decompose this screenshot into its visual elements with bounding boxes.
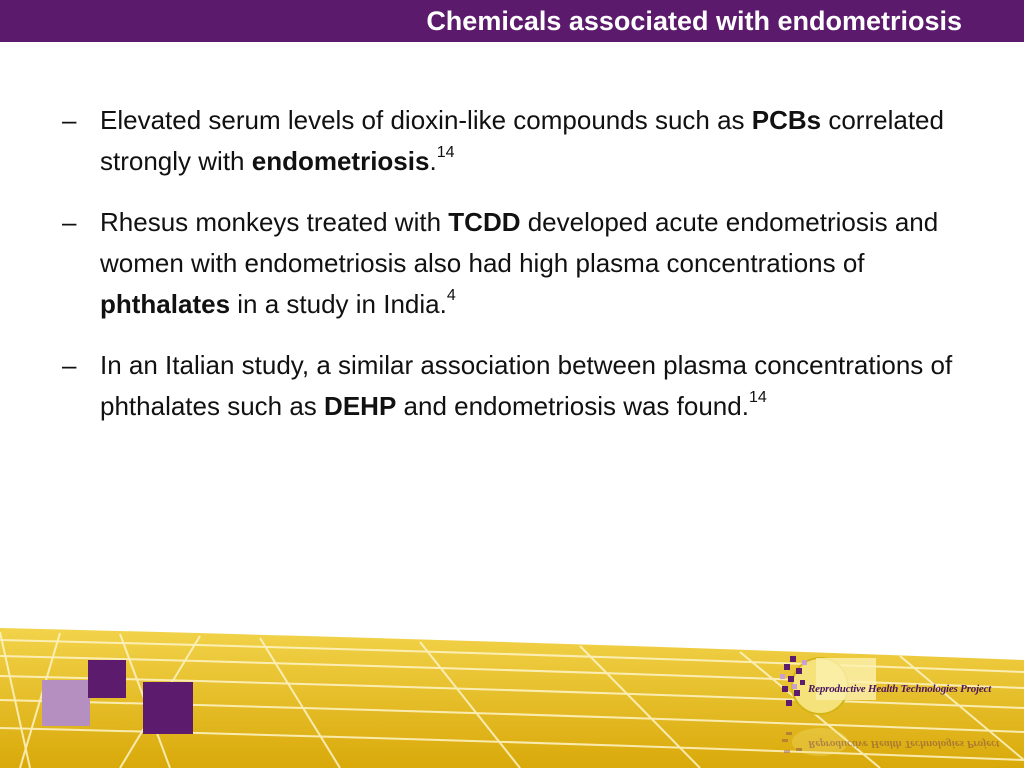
bullet-item	[62, 345, 972, 427]
bullet-dash: –	[62, 350, 77, 380]
bullet-dash: –	[62, 207, 77, 237]
square-dark-purple	[143, 682, 193, 734]
bullet-bold-term: DEHP	[324, 391, 397, 421]
bullet-bold-term: phthalates	[100, 289, 231, 319]
bullet-text: Elevated serum levels of dioxin-like compounds such as	[100, 105, 752, 135]
bullet-list	[62, 100, 972, 447]
bullet-bold-term: TCDD	[448, 207, 521, 237]
bullet-item	[62, 100, 972, 182]
title-bar	[0, 0, 1024, 42]
bullet-text: and endometriosis was found.	[396, 391, 749, 421]
logo-text: Reproductive Health Technologies Project	[808, 683, 992, 695]
slide-title: Chemicals associated with endometriosis	[426, 6, 962, 36]
bullet-item	[62, 202, 972, 325]
reference-number: 14	[436, 144, 455, 162]
square-dark-purple	[88, 660, 126, 698]
bullet-bold-term: endometriosis	[251, 146, 430, 176]
bullet-text: Rhesus monkeys treated with	[100, 207, 449, 237]
bullet-bold-term: PCBs	[751, 105, 822, 135]
logo-text-reflection: Reproductive Health Technologies Project	[808, 738, 1000, 750]
bullet-text: developed acute endometriosis and women with endometriosis also had high plasma concentrations of	[100, 207, 939, 278]
reference-number: 4	[446, 287, 456, 305]
bullet-text: In an Italian study, a similar association between plasma concentrations of phthalates such as	[100, 350, 953, 421]
bullet-text: .	[429, 146, 437, 176]
bullet-dash: –	[62, 105, 77, 135]
bullet-text: in a study in India.	[230, 289, 447, 319]
square-light-purple	[42, 680, 90, 726]
reference-number: 14	[748, 389, 767, 407]
bullet-text: correlated strongly with	[100, 105, 944, 176]
